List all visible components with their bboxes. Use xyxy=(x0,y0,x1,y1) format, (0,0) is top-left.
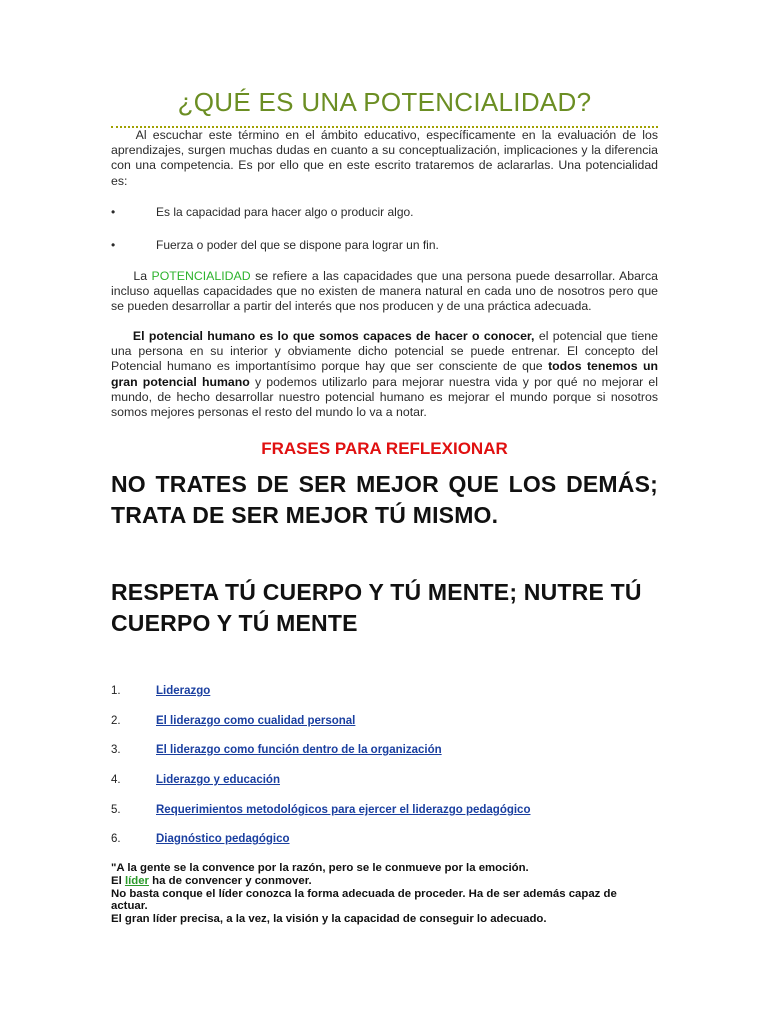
reflection-quote: NO TRATES DE SER MEJOR QUE LOS DEMÁS; TRATA DE SER MEJOR TÚ MISMO. xyxy=(111,471,658,528)
list-number: 6. xyxy=(111,833,121,845)
closing-line-3: No basta conque el líder conozca la forma adecuada de proceder. Ha de ser además capaz de actuar. xyxy=(111,887,617,913)
intro-paragraph xyxy=(111,128,658,189)
potencialidad-paragraph xyxy=(111,269,658,315)
link-diagnostico[interactable]: Diagnóstico pedagógico xyxy=(156,833,290,845)
link-liderazgo-educacion[interactable]: Liderazgo y educación xyxy=(156,774,280,786)
intro-text: Al escuchar este término en el ámbito educativo, específicamente en la evaluación de los aprendizajes, surgen muchas dudas en cuanto a su conceptualización, implicaciones y la diferencia con una competencia. Es por ello que en este escrito trataremos de aclararlas. Una potencialidad es: xyxy=(111,128,658,188)
reflection-quote: RESPETA TÚ CUERPO Y TÚ MENTE; NUTRE TÚ CUERPO Y TÚ MENTE xyxy=(111,579,642,636)
bullet-marker: • xyxy=(111,238,116,252)
para2-pre: La xyxy=(133,269,152,283)
list-number: 2. xyxy=(111,715,121,727)
closing-quote xyxy=(111,862,631,926)
link-cualidad-personal[interactable]: El liderazgo como cualidad personal xyxy=(156,715,356,727)
para3-bold-lead: El potencial humano es lo que somos capaces de hacer o conocer, xyxy=(132,329,535,343)
para3-bold-emphasis: todos tenemos un gran potencial humano xyxy=(111,359,658,389)
lider-link[interactable]: líder xyxy=(124,874,149,887)
frases-heading: FRASES PARA REFLEXIONAR xyxy=(261,439,508,458)
para2-post: se refiere a las capacidades que una persona puede desarrollar. Abarca incluso aquellas capacidades que no existen de manera natural en cada uno de nosotros pero que se pueden desarrollar a partir del interés que nos producen y de una práctica adecuada. xyxy=(111,269,658,314)
list-number: 3. xyxy=(111,744,121,756)
closing-line-2-post: ha de convencer y conmover. xyxy=(149,874,312,887)
link-liderazgo[interactable]: Liderazgo xyxy=(156,685,211,697)
closing-line-4: El gran líder precisa, a la vez, la visión y la capacidad de conseguir lo adecuado. xyxy=(111,913,547,926)
bullet-marker: • xyxy=(111,205,116,219)
closing-line-1: "A la gente se la convence por la razón, pero se le conmueve por la emoción. xyxy=(111,862,529,874)
bullet-text: Es la capacidad para hacer algo o producir algo. xyxy=(156,205,414,219)
list-number: 4. xyxy=(111,774,121,786)
para3-end: y podemos utilizarlo para mejorar nuestra vida y por qué no mejorar el mundo, de hecho desarrollar nuestro potencial humano es mejorar el mundo porque si nosotros somos mejores personas el resto del mundo lo va a notar. xyxy=(111,374,658,420)
page-title: ¿QUÉ ES UNA POTENCIALIDAD? xyxy=(177,87,592,117)
link-funcion-organizacion[interactable]: El liderazgo como función dentro de la organización xyxy=(156,744,442,756)
potencial-humano-paragraph xyxy=(111,329,658,420)
para3-mid: el potencial que tiene una persona en su interior y obviamente dicho potencial se puede entrenar. El concepto del Potencial humano es importantísimo porque hay que ser consciente de que xyxy=(111,329,658,374)
potencialidad-highlight: POTENCIALIDAD xyxy=(151,269,251,283)
list-number: 1. xyxy=(111,685,121,697)
bullet-text: Fuerza o poder del que se dispone para lograr un fin. xyxy=(156,238,439,252)
link-requerimientos[interactable]: Requerimientos metodológicos para ejercer el liderazgo pedagógico xyxy=(156,804,531,816)
closing-line-2-pre: El xyxy=(111,874,125,887)
list-number: 5. xyxy=(111,804,121,816)
